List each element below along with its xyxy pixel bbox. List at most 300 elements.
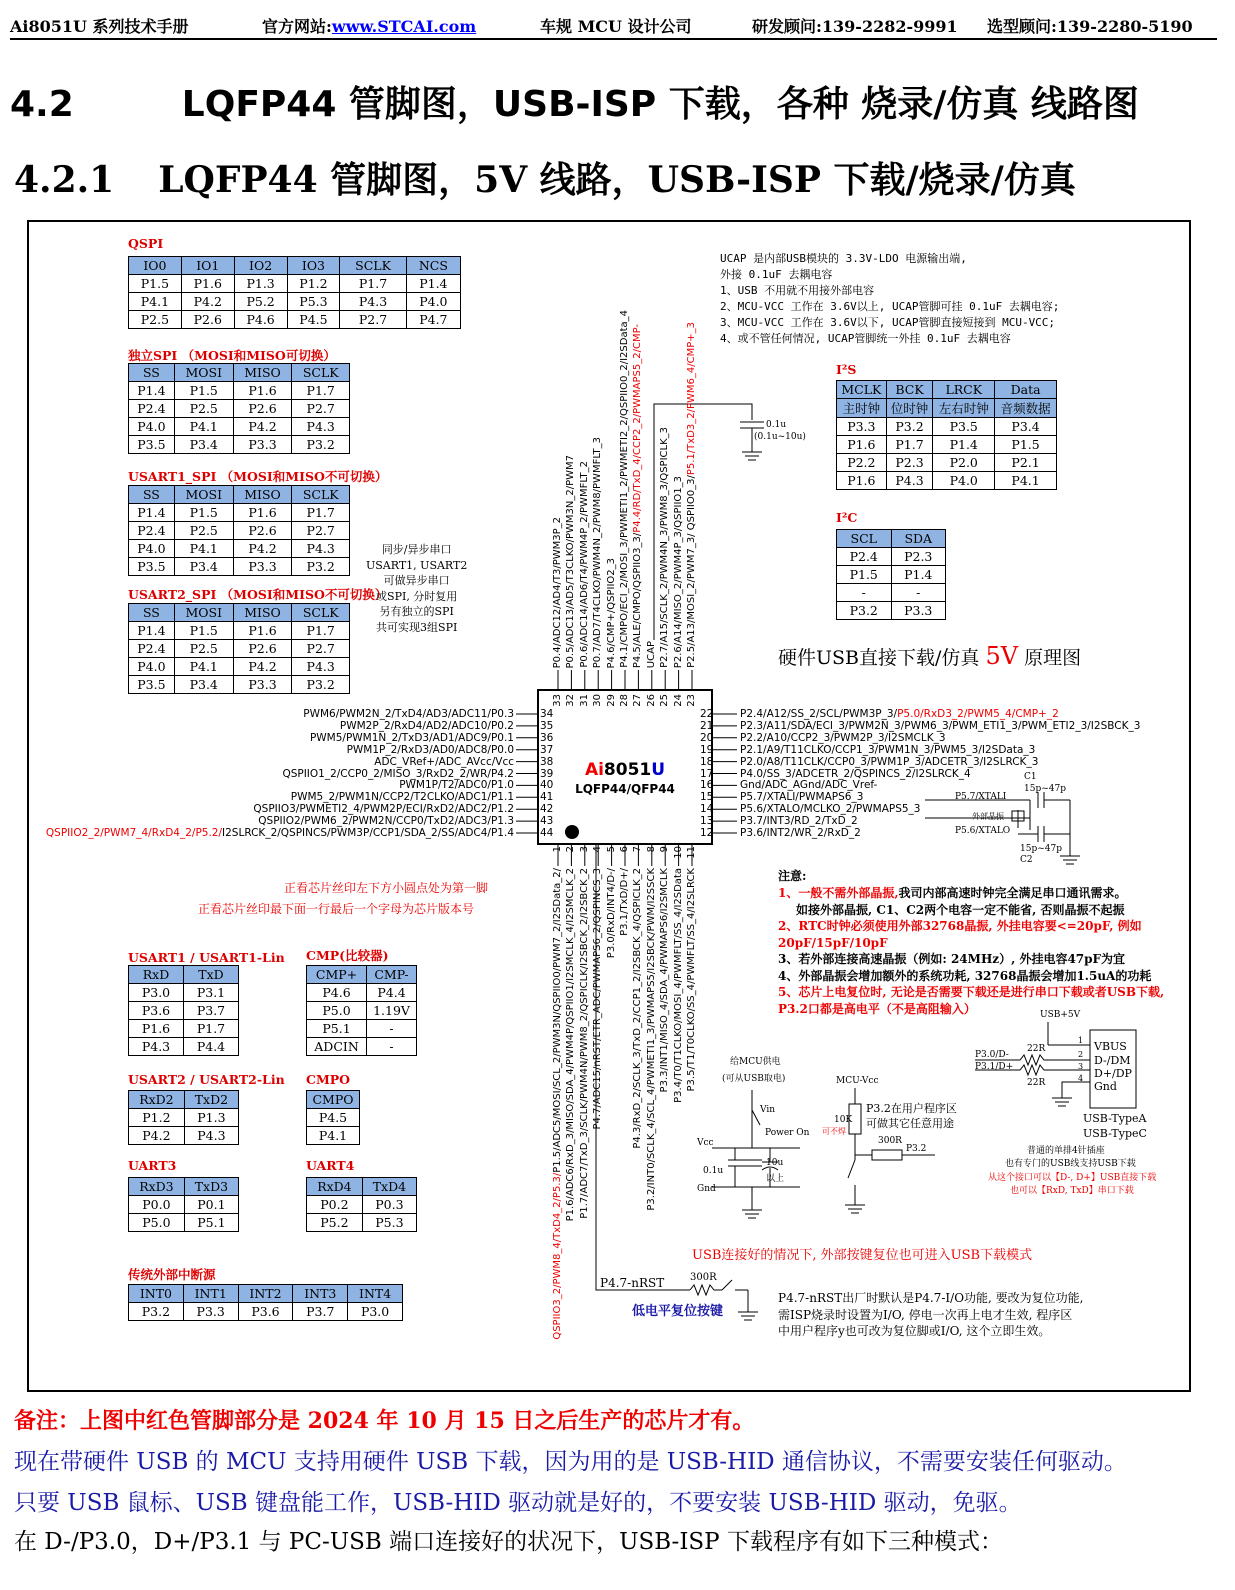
pin-number: 20 — [700, 731, 714, 744]
r10k-note: 可不焊 — [822, 1127, 846, 1136]
gnd-power-label: Gnd — [697, 1184, 716, 1194]
note-line: 外接 0.1uF 去耦电容 — [720, 268, 833, 281]
schematic-title: 硬件USB直接下载/仿真 5V 原理图 — [778, 642, 1082, 670]
pin-label-text: P4.0/SS_3/ADCETR_2/QSPINCS_2/I2SLRCK_4 — [740, 767, 971, 780]
pin-number: 17 — [700, 767, 714, 780]
p31-label: P3.1/D+ — [975, 1062, 1014, 1072]
table-cell: P1.4 — [933, 436, 995, 454]
i2c-title: I²C — [836, 510, 858, 525]
note-line: 4、或不管任何情况, UCAP管脚统一外挂 0.1uF 去耦电容 — [720, 332, 1011, 345]
note-red: 5、芯片上电复位时, 无论是否需要下载还是进行串口下载或者USB下载, — [778, 985, 1165, 999]
pin-label-text: PWM1P/T2/ADC0/P1.0 — [399, 779, 514, 792]
pin-number: 14 — [700, 803, 714, 816]
note-black: 3、若外部连接高速晶振（例如: 24MHz）, 外挂电容47pF为宜 — [778, 952, 1126, 966]
c1-value: 15p~47p — [1024, 784, 1066, 794]
table-cell: P3.4 — [995, 418, 1057, 436]
pin-label-text: P2.5/A13/MOSI_2/PWM7_3/ QSPIIO0_3/ — [686, 475, 697, 668]
table-cell: CMP- — [367, 966, 417, 984]
table-cell: INT4 — [348, 1285, 403, 1303]
p30-label: P3.0/D- — [975, 1050, 1009, 1060]
pin-label-red: P5.1/TxD3_2/PWM6_4/CMP+_3 — [686, 322, 697, 476]
pin-number: 29 — [605, 694, 617, 707]
r10k-label: 10K — [834, 1115, 853, 1125]
note-item — [778, 1001, 976, 1018]
table-cell: P2.7 — [292, 522, 350, 540]
table-cell: P1.6 — [233, 382, 292, 400]
top-pin-label — [565, 455, 576, 669]
table-cell: P4.7 — [406, 311, 460, 329]
table-cell: P2.6 — [233, 640, 292, 658]
power-c1: 0.1u — [703, 1166, 724, 1176]
table-cell: P1.3 — [184, 1109, 238, 1127]
usb-typea: USB-TypeA — [1083, 1112, 1147, 1125]
footer-line3: 在 D-/P3.0，D+/P3.1 与 PC-USB 端口连接好的状况下，USB-ISP 下载程序有如下三种模式： — [14, 1529, 1003, 1555]
table-cell: P2.7 — [340, 311, 406, 329]
pin-number: 1 — [552, 846, 563, 853]
pin-number: 12 — [700, 827, 714, 839]
table-cell: SCLK — [292, 364, 350, 382]
table-cell: ADCIN — [307, 1038, 367, 1056]
table-cell: P5.0 — [307, 1002, 367, 1020]
pin-label-text: PWM5_2/PWM1N/CCP2/T2CLKO/ADC1/P1.1 — [290, 791, 514, 804]
pin-number: 31 — [578, 694, 590, 707]
table-cell: P4.2 — [233, 418, 292, 436]
table-cell: P1.2 — [287, 275, 340, 293]
table-cell: P5.1 — [307, 1020, 367, 1038]
pin-number: 26 — [645, 694, 657, 707]
table-cell: P3.0 — [348, 1303, 403, 1321]
pin-number: 25 — [659, 694, 671, 707]
pin-label-text: PWM6/PWM2N_2/TxD4/AD3/ADC11/P0.3 — [303, 708, 514, 720]
footer-remark: 备注：上图中红色管脚部分是 2024 年 10 月 15 日之后生产的芯片才有。 — [14, 1408, 755, 1434]
table-cell: 左右时钟 — [933, 399, 995, 418]
table-cell: P0.1 — [184, 1196, 238, 1214]
pin1-dot — [565, 825, 579, 839]
table-cell: P4.3 — [292, 418, 350, 436]
pin-label-text: QSPIIO2/PWM6_2/PWM2N/CCP0/TxD2/ADC3/P1.3 — [258, 815, 514, 828]
top-pin-label — [606, 558, 617, 668]
table-cell: P5.2 — [234, 293, 287, 311]
table-cell: P1.6 — [233, 622, 292, 640]
table-cell: SS — [129, 364, 175, 382]
pin-label-text: PWM2P_2/RxD4/AD2/ADC10/P0.2 — [339, 719, 514, 732]
note-line: 1、USB 不用就不用接外部电容 — [720, 284, 875, 297]
table-cell: P3.6 — [238, 1303, 293, 1321]
pin-label-text: P3.6/INT2/WR_2/RxD_2 — [740, 827, 861, 839]
chip-package: LQFP44/QFP44 — [575, 782, 675, 796]
note-item — [778, 968, 1151, 985]
pin-number: 39 — [540, 767, 554, 780]
note-line: 需ISP烧录时设置为I/O, 停电一次再上电才生效, 程序区 — [778, 1307, 1073, 1322]
table-cell: P3.7 — [184, 1002, 239, 1020]
table-cell: INT2 — [238, 1285, 293, 1303]
pin-number: 22 — [700, 708, 714, 720]
pin-label-text: P4.7/ADC15/nRST/ETR_ADC/PWMAPS6_2/QSPINCS_3 — [592, 868, 604, 1130]
table-cell: P1.5 — [174, 622, 233, 640]
vcc-label: Vcc — [697, 1138, 714, 1148]
table-cell: P2.4 — [129, 522, 175, 540]
footer-line2: 只要 USB 鼠标、USB 键盘能工作，USB-HID 驱动就是好的，不要安装 USB-HID 驱动，免驱。 — [14, 1490, 1022, 1516]
table-cell: - — [367, 1038, 417, 1056]
table-cell: P3.3 — [233, 436, 292, 454]
table-cell: IO0 — [129, 257, 182, 275]
bottom-pin-label — [619, 868, 630, 936]
note-line: UCAP 是内部USB模块的 3.3V-LDO 电源输出端, — [720, 252, 967, 265]
pin-label-text: P1.6/ADC6/RxD_3/MISO/SDA_4/PWM4P/QSPIIO1/I2SMCLK_4/I2SMCLK_2 — [565, 868, 577, 1222]
note-line: 共可实现3组SPI — [376, 620, 458, 634]
ucap-cap-label: 0.1u — [766, 420, 787, 430]
section-heading: 4.2 LQFP44 管脚图，USB-ISP 下载，各种 烧录/仿真 线路图 — [10, 84, 1139, 125]
table-cell: MISO — [233, 364, 292, 382]
pin-label-text: P4.6/CMP+/QSPIIO2_3 — [605, 557, 617, 668]
note-line: 可做异步串口 — [383, 574, 450, 587]
pin-number: 36 — [540, 731, 554, 744]
pin-label-text: P2.1/A9/T11CLKO/CCP1_3/PWM1N_3/PWM5_3/I2SData_3 — [740, 743, 1036, 756]
table-cell: P5.0 — [129, 1214, 185, 1232]
bottom-pin-label — [673, 868, 684, 1103]
bottom-pin-label — [686, 868, 697, 1091]
note-black: 我司内部高速时钟完全满足串口通讯需求。 — [898, 886, 1127, 900]
table-cell: P1.4 — [129, 622, 175, 640]
table-cell: P4.1 — [129, 293, 182, 311]
bottom-pin-label — [579, 868, 590, 1219]
note-red: 2、RTC时钟必须使用外部32768晶振, 外挂电容要<=20pF, 例如 — [778, 919, 1142, 933]
cmpo-title: CMPO — [306, 1072, 351, 1087]
note-black: 4、外部晶振会增加额外的系统功耗, 32768晶振会增加1.5uA的功耗 — [778, 968, 1152, 983]
pin-label-text: P3.4/T0/T1CLKO/MOSI_4/PWMFLT/SS_4/I2SData — [672, 868, 684, 1103]
pin-number: 44 — [540, 827, 554, 839]
usb-typec: USB-TypeC — [1083, 1127, 1147, 1140]
table-cell: LRCK — [933, 381, 995, 399]
table-cell: P4.5 — [287, 311, 340, 329]
website-link[interactable]: www.STCAI.com — [331, 17, 477, 36]
table-cell: SCLK — [340, 257, 406, 275]
table-cell: P2.6 — [233, 522, 292, 540]
bottom-pin-label — [565, 868, 576, 1221]
usb-desc1: 普通的单排4针插座 — [1027, 1146, 1105, 1156]
pin-label-text: P2.3/A11/SDA/ECI_3/PWM2N_3/PWM6_3/PWM_ETI1_3/PWM_ETI2_3/I2SBCK_3 — [740, 719, 1141, 732]
pin-label-text: P3.2/INT0/SCLK_4/SCL_4/PWMETI1_3/PWMAPS5/I2SBCK/PWM/I2SSCK — [645, 868, 657, 1211]
table-cell: P3.0 — [129, 984, 184, 1002]
pin-label-text: P4.1/CMPO/ECI_2/MOSI_3/PWMETI1_2/PWMETI2_2/QSPIIO0_2/I2SData_4 — [619, 310, 630, 668]
crystal-label: 外部晶振 — [972, 812, 1004, 821]
pin-number: 30 — [592, 694, 604, 707]
nrst-resistor: 300R — [690, 1272, 717, 1283]
pin-label-red: P5.0/RxD3_2/PWM5_4/CMP+_2 — [897, 708, 1059, 720]
table-cell: P2.6 — [181, 311, 234, 329]
table-cell: P4.0 — [129, 540, 175, 558]
table-cell: IO1 — [181, 257, 234, 275]
table-cell: P2.6 — [233, 400, 292, 418]
top-pin-label — [686, 322, 697, 668]
table-cell: P4.4 — [184, 1038, 239, 1056]
table-cell: P1.4 — [891, 566, 946, 584]
reset-desc — [778, 1290, 1083, 1340]
table-cell: P4.4 — [367, 984, 417, 1002]
table-cell: P3.2 — [129, 1303, 184, 1321]
note-item — [778, 951, 1125, 968]
table-cell: P4.0 — [129, 418, 175, 436]
table-cell: SCLK — [292, 604, 350, 622]
table-cell: P3.3 — [837, 418, 887, 436]
table-cell: SCLK — [292, 486, 350, 504]
spi-title: 独立SPI （MOSI和MISO可切换） — [128, 348, 336, 363]
table-cell: P4.6 — [307, 984, 367, 1002]
table-cell: P3.3 — [891, 602, 946, 620]
pin-number: 21 — [700, 719, 714, 732]
gnd-label: Gnd — [1094, 1080, 1117, 1093]
pin-label-text: P4.3/RxD_2/SCLK_3/TxD_2/CCP1_2/I2SBCK_4/QSPICLK_2 — [632, 868, 644, 1149]
table-cell: RxD — [129, 966, 184, 984]
c2-label: C2 — [1020, 855, 1033, 865]
table-cell: MISO — [233, 486, 292, 504]
table-cell: MISO — [233, 604, 292, 622]
table-cell: TxD2 — [184, 1091, 238, 1109]
r2-label: 22R — [1027, 1078, 1046, 1088]
table-cell: P3.6 — [129, 1002, 184, 1020]
pin-number: 19 — [700, 743, 714, 756]
table-cell: P3.4 — [174, 676, 233, 694]
manual-title: Ai8051U 系列技术手册 — [10, 17, 189, 36]
table-cell: P4.1 — [174, 540, 233, 558]
company-label: 车规 MCU 设计公司 — [540, 17, 692, 36]
pin-label-text: P3.5/T1/T0CLKO/SS_4/PWMFLT/SS_4/I2SLRCK — [686, 868, 697, 1092]
pin-label-text: PWM1P_2/RxD3/AD0/ADC8/P0.0 — [346, 743, 514, 756]
table-cell: P4.0 — [129, 658, 175, 676]
table-cell: P3.2 — [886, 418, 933, 436]
table-cell: P2.5 — [174, 640, 233, 658]
table-cell: P1.6 — [233, 504, 292, 522]
table-cell: P2.5 — [129, 311, 182, 329]
pin-number: 8 — [645, 846, 657, 853]
table-cell: P1.4 — [406, 275, 460, 293]
power-sub: (可从USB取电) — [722, 1074, 786, 1084]
table-cell: P4.3 — [340, 293, 406, 311]
pin-label-text: I2SLRCK_2/QSPINCS/PWM3P/CCP1/SDA_2/SS/ADC4/P1.4 — [222, 827, 514, 839]
table-cell: P1.6 — [129, 1020, 184, 1038]
table-cell: SS — [129, 604, 175, 622]
pin-number: 11 — [686, 846, 697, 859]
table-cell: P4.2 — [233, 658, 292, 676]
table-cell: P3.2 — [292, 558, 350, 576]
table-cell: P2.0 — [933, 454, 995, 472]
note-line: USART1, USART2 — [366, 558, 468, 572]
table-cell: P2.4 — [129, 400, 175, 418]
pin-number: 5 — [605, 846, 617, 853]
bottom-pin-label — [552, 868, 563, 1340]
pin-number: 7 — [632, 846, 644, 853]
pin-number: 28 — [619, 694, 630, 707]
top-pin-label — [552, 517, 563, 668]
top-pin-label — [646, 641, 657, 668]
pin-label-text: P2.7/A15/SCLK_2/PWM4N_3/PWM8_3/QSPICLK_3 — [659, 427, 671, 668]
c1-label: C1 — [1024, 772, 1037, 782]
pin-label-text: P5.7/XTALI/PWMAPS6_3 — [740, 791, 864, 804]
note-item — [778, 935, 888, 952]
r1-label: 22R — [1027, 1044, 1046, 1054]
pin-n3: 3 — [1078, 1062, 1084, 1071]
p32-net: P3.2 — [906, 1144, 927, 1154]
table-cell: 1.19V — [367, 1002, 417, 1020]
r300-p32: 300R — [878, 1136, 902, 1146]
table-cell: P5.2 — [307, 1214, 363, 1232]
pin-label-text: P1.5/ADC5/MOSI/SCL_2/PWM3N/QSPIIO0/PWM7_2/I2SData_2/ — [552, 868, 563, 1173]
table-cell: BCK — [886, 381, 933, 399]
top-pin-label — [619, 310, 630, 668]
table-cell: P1.7 — [886, 436, 933, 454]
table-cell: - — [367, 1020, 417, 1038]
table-cell: IO2 — [234, 257, 287, 275]
table-cell: P3.3 — [233, 558, 292, 576]
pin-label-text: P2.6/A14/MISO_2/PWM4P_3/QSPIIO1_3 — [672, 475, 684, 668]
pin-label-text: P0.4/ADC12/AD4/T3/PWM3P_2 — [552, 516, 563, 668]
table-cell: P1.5 — [174, 504, 233, 522]
p32-text1: P3.2在用户程序区 — [866, 1102, 957, 1115]
usb-desc3: 从这个接口可以【D-, D+】USB直接下载 — [988, 1173, 1157, 1183]
table-cell: P3.3 — [233, 676, 292, 694]
subsection-heading: 4.2.1 LQFP44 管脚图，5V 线路，USB-ISP 下载/烧录/仿真 — [14, 159, 1076, 201]
table-cell: RxD4 — [307, 1178, 363, 1196]
pin-number: 24 — [672, 694, 684, 707]
vbus-label: VBUS — [1094, 1040, 1127, 1053]
table-cell: P4.3 — [292, 658, 350, 676]
table-cell: P4.2 — [233, 540, 292, 558]
bottom-pin-label — [606, 868, 617, 958]
table-cell: P3.2 — [292, 676, 350, 694]
table-cell: P4.0 — [406, 293, 460, 311]
table-cell: P3.3 — [183, 1303, 238, 1321]
top-pin-label — [592, 437, 603, 668]
table-cell: P4.3 — [129, 1038, 184, 1056]
pin-number: 35 — [540, 719, 554, 732]
note-line: 或SPI, 分时复用 — [376, 589, 458, 603]
pin-number: 41 — [540, 791, 554, 804]
xtali-label: P5.7/XTALI — [955, 792, 1007, 802]
uart4-title: UART4 — [306, 1158, 355, 1173]
table-cell: P4.2 — [129, 1127, 185, 1145]
selection-advisor: 选型顾问:139-2280-5190 — [987, 17, 1193, 36]
usart2-title: USART2 / USART2-Lin — [128, 1072, 285, 1087]
notes-title: 注意: — [778, 869, 807, 883]
pin-number: 6 — [619, 846, 630, 853]
table-cell: P0.0 — [129, 1196, 185, 1214]
table-cell: P3.5 — [129, 676, 175, 694]
table-cell: P2.5 — [174, 400, 233, 418]
pin-label-text: P3.1/TxD/D+/ — [619, 868, 630, 936]
power-on-label: Power On — [765, 1128, 810, 1138]
table-cell: P4.1 — [307, 1127, 360, 1145]
int-title: 传统外部中断源 — [128, 1267, 216, 1282]
pin-label-text: P0.6/ADC14/AD6/T4/PWM4P_2/PWMFLT_2 — [578, 461, 590, 668]
table-cell: P1.2 — [129, 1109, 185, 1127]
pin-number: 18 — [700, 755, 714, 768]
usb-desc2: 也有专门的USB线支持USB下载 — [1005, 1159, 1136, 1169]
table-cell: P4.3 — [292, 540, 350, 558]
cmp-title: CMP(比较器) — [306, 948, 389, 963]
pin-number: 40 — [540, 779, 554, 792]
bottom-pin-label — [659, 868, 670, 1092]
top-pin-label — [659, 427, 670, 668]
table-cell: P2.3 — [886, 454, 933, 472]
table-cell: P5.1 — [184, 1214, 238, 1232]
dp-label: D+/DP — [1094, 1067, 1132, 1080]
reset-button-label: 低电平复位按键 — [632, 1304, 724, 1319]
pin-number: 27 — [632, 694, 644, 707]
table-cell: P2.4 — [837, 548, 892, 566]
top-pin-label — [579, 461, 590, 668]
table-cell: P0.3 — [362, 1196, 416, 1214]
uart3-title: UART3 — [128, 1158, 177, 1173]
table-cell: P3.4 — [174, 558, 233, 576]
table-cell: P4.3 — [886, 472, 933, 490]
table-cell: P1.5 — [995, 436, 1057, 454]
table-cell: P5.3 — [287, 293, 340, 311]
table-cell: MCLK — [837, 381, 887, 399]
qspi-title: QSPI — [128, 236, 164, 251]
p32-text2: 可做其它任意用途 — [866, 1117, 954, 1130]
pin-label-text: P5.6/XTALO/MCLKO_2/PWMAPS5_3 — [740, 803, 921, 816]
table-cell: P3.4 — [174, 436, 233, 454]
left-pin-label — [46, 827, 514, 840]
chip-note-2: 正看芯片丝印最下面一行最后一个字母为芯片版本号 — [198, 902, 475, 916]
chip-name: Ai8051U — [584, 760, 666, 780]
pin-number: 3 — [578, 846, 590, 853]
table-cell: TxD — [184, 966, 239, 984]
table-cell: P4.2 — [181, 293, 234, 311]
table-cell: NCS — [406, 257, 460, 275]
table-cell: SS — [129, 486, 175, 504]
nrst-label: P4.7-nRST — [600, 1276, 665, 1290]
note-line: 另有独立的SPI — [379, 605, 454, 618]
i2s-title: I²S — [836, 362, 857, 377]
table-cell: MOSI — [174, 486, 233, 504]
table-cell: RxD3 — [129, 1178, 185, 1196]
table-cell: P1.7 — [292, 504, 350, 522]
table-cell: P4.1 — [174, 418, 233, 436]
table-cell: MOSI — [174, 604, 233, 622]
ucap-cap-range: (0.1u~10u) — [754, 432, 806, 442]
pin-number: 4 — [592, 846, 604, 853]
table-cell: TxD3 — [184, 1178, 238, 1196]
note-red: 20pF/15pF/10pF — [778, 935, 888, 950]
pin-n2: 2 — [1078, 1050, 1084, 1059]
website-label: 官方网站:www.STCAI.com — [262, 17, 477, 36]
chip-note-1: 正看芯片丝印左下方小圆点处为第一脚 — [284, 881, 489, 895]
table-cell: P3.5 — [129, 436, 175, 454]
table-cell: P1.5 — [129, 275, 182, 293]
table-cell: P4.1 — [995, 472, 1057, 490]
table-cell: P1.6 — [181, 275, 234, 293]
pin-label-text: P3.0/RxD/INT4/D-/ — [605, 868, 617, 959]
table-cell: - — [837, 584, 892, 602]
pin-label-text: QSPIIO3/PWMETI2_4/PWM2P/ECI/RxD2/ADC2/P1.2 — [253, 803, 514, 816]
table-cell: P2.7 — [292, 640, 350, 658]
table-cell: P4.1 — [174, 658, 233, 676]
xtalo-label: P5.6/XTALO — [955, 826, 1011, 836]
table-cell: IO3 — [287, 257, 340, 275]
table-cell: RxD2 — [129, 1091, 185, 1109]
pin-number: 23 — [686, 694, 697, 707]
note-line: 同步/异步串口 — [381, 543, 452, 556]
pin-number: 32 — [565, 694, 577, 707]
table-cell: P2.4 — [129, 640, 175, 658]
right-pin-label — [740, 827, 861, 840]
note-line: P4.7-nRST出厂时默认是P4.7-I/O功能, 要改为复位功能, — [778, 1291, 1084, 1305]
pin-label-text: ADC_VRef+/ADC_AVcc/Vcc — [374, 755, 514, 768]
bottom-pin-label — [592, 868, 603, 1130]
pin-number: 43 — [540, 815, 554, 828]
note-red: 1、一般不需外部晶振, — [778, 886, 899, 900]
